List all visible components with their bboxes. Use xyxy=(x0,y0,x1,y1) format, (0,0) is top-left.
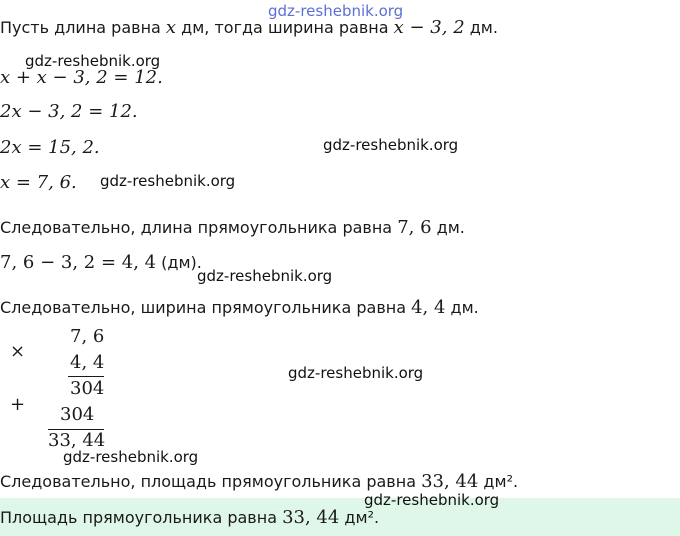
watermark: gdz-reshebnik.org xyxy=(197,267,333,285)
watermark: gdz-reshebnik.org xyxy=(25,52,161,70)
watermark: gdz-reshebnik.org xyxy=(323,136,459,154)
watermark: gdz-reshebnik.org xyxy=(364,491,500,509)
statement-text-b: дм, тогда ширина равна xyxy=(176,18,394,37)
width-expression: x − 3, 2 xyxy=(393,17,465,38)
area-value: 33, 44 xyxy=(421,471,479,492)
equation-1: x + x − 3, 2 = 12. xyxy=(0,67,163,88)
statement-text-a: Пусть длина равна xyxy=(0,18,166,37)
watermark: gdz-reshebnik.org xyxy=(288,364,424,382)
multiplicand: 7, 6 xyxy=(70,326,105,347)
width-conclusion: Следовательно, ширина прямоугольника равна 4, 4 дм. xyxy=(0,297,479,318)
watermark-top: gdz-reshebnik.org xyxy=(268,2,404,20)
answer-value: 33, 44 xyxy=(282,507,340,528)
area-conclusion: Следовательно, площадь прямоугольника равна 33, 44 дм². xyxy=(0,471,519,492)
length-value: 7, 6 xyxy=(397,217,432,238)
width-unit: (дм). xyxy=(156,253,202,272)
width-computation xyxy=(0,253,202,273)
length-conclusion: Следовательно, длина прямоугольника равна 7, 6 дм. xyxy=(0,217,465,238)
var-x: x xyxy=(165,17,177,38)
equation-4: x = 7, 6. xyxy=(0,172,77,193)
equation-3: 2x = 15, 2. xyxy=(0,137,100,158)
times-sign: × xyxy=(10,341,26,362)
statement-line xyxy=(0,18,498,38)
equation-2: 2x − 3, 2 = 12. xyxy=(0,101,138,122)
watermark: gdz-reshebnik.org xyxy=(100,172,236,190)
watermark: gdz-reshebnik.org xyxy=(63,448,199,466)
width-equation: 7, 6 − 3, 2 = 4, 4 xyxy=(0,252,157,273)
partial-product-2: 304 xyxy=(60,404,95,425)
statement-text-c: дм. xyxy=(464,18,498,37)
answer-line: Площадь прямоугольника равна 33, 44 дм². xyxy=(0,507,380,528)
product-result: 33, 44 xyxy=(48,430,106,451)
multiplier: 4, 4 xyxy=(70,352,105,373)
width-value: 4, 4 xyxy=(411,297,446,318)
answer-box xyxy=(0,498,680,536)
partial-product-1: 304 xyxy=(70,378,105,399)
product-rule xyxy=(68,376,104,377)
plus-sign: + xyxy=(10,394,26,415)
